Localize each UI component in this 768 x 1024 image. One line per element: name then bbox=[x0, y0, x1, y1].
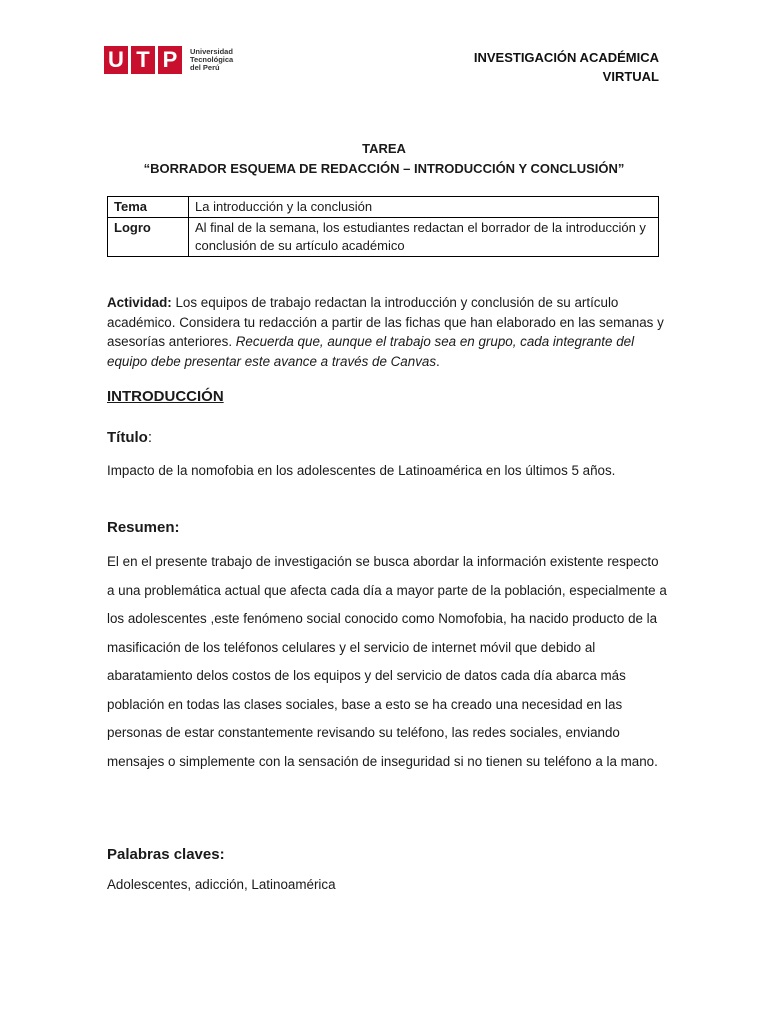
activity-label: Actividad: bbox=[107, 295, 172, 310]
palabras-text: Adolescentes, adicción, Latinoamérica bbox=[107, 877, 336, 892]
titulo-heading bbox=[107, 429, 152, 446]
utp-logo bbox=[104, 46, 250, 74]
course-header bbox=[474, 48, 659, 86]
titulo-text: Impacto de la nomofobia en los adolescentes de Latinoamérica en los últimos 5 años. bbox=[107, 463, 616, 478]
activity-end: . bbox=[436, 353, 440, 369]
table-row bbox=[108, 218, 659, 257]
resumen-text: El en el presente trabajo de investigación se busca abordar la información existente respecto a una problemática actual que afecta cada día a mayor parte de la población, especialmente a los adolescentes ,este fenómeno social conocido como Nomofobia, ha nacido producto de la masificación de los teléfonos celulares y el servicio de internet móvil que debido al abaratamiento delos costos de los equipos y del servicio de datos cada día abarca más población en todas las clases sociales, base a esto se ha creado una necesidad en las personas de estar constantemente revisando su teléfono, las redes sociales, enviando mensajes o simplemente con la sensación de inseguridad si no tienen su teléfono a la mano. bbox=[107, 554, 667, 769]
introduction-heading: INTRODUCCIÓN bbox=[107, 388, 224, 405]
resumen-heading: Resumen: bbox=[107, 519, 180, 536]
table-value: La introducción y la conclusión bbox=[189, 197, 659, 218]
logo-wordmark bbox=[190, 48, 250, 72]
titulo-colon: : bbox=[147, 429, 152, 446]
palabras-heading: Palabras claves: bbox=[107, 846, 225, 863]
logo-line-2: Tecnológica bbox=[190, 55, 234, 64]
logo-line-3: del Perú bbox=[190, 63, 220, 72]
course-header-line-2: VIRTUAL bbox=[602, 69, 659, 84]
logo-line-1: Universidad bbox=[190, 47, 233, 56]
activity-italic-note: Recuerda que, aunque el trabajo sea en grupo, cada integrante del equipo debe presentar este avance a través de Canvas bbox=[107, 334, 635, 369]
activity-text: Los equipos de trabajo redactan la introducción y conclusión de su artículo académico. Considera tu redacción a partir de las fichas que han elaborado en las semanas y asesorías anteriores. bbox=[107, 295, 664, 349]
table-row bbox=[108, 197, 659, 218]
logo-letter-t: T bbox=[131, 46, 155, 74]
titulo-label: Título bbox=[107, 429, 148, 446]
activity-paragraph bbox=[107, 293, 667, 371]
course-header-line-1: INVESTIGACIÓN ACADÉMICA bbox=[473, 50, 659, 65]
table-value: Al final de la semana, los estudiantes redactan el borrador de la introducción y conclusión de su artículo académico bbox=[189, 218, 659, 257]
table-key: Logro bbox=[108, 218, 189, 257]
table-key: Tema bbox=[108, 197, 189, 218]
logo-letter-p: P bbox=[158, 46, 182, 74]
assignment-title-line-2: “BORRADOR ESQUEMA DE REDACCIÓN – INTRODUCCIÓN Y CONCLUSIÓN” bbox=[143, 161, 625, 176]
assignment-title bbox=[0, 139, 768, 179]
logo-letter-u: U bbox=[104, 46, 128, 74]
info-table bbox=[107, 196, 659, 257]
assignment-title-line-1: TAREA bbox=[362, 141, 406, 156]
